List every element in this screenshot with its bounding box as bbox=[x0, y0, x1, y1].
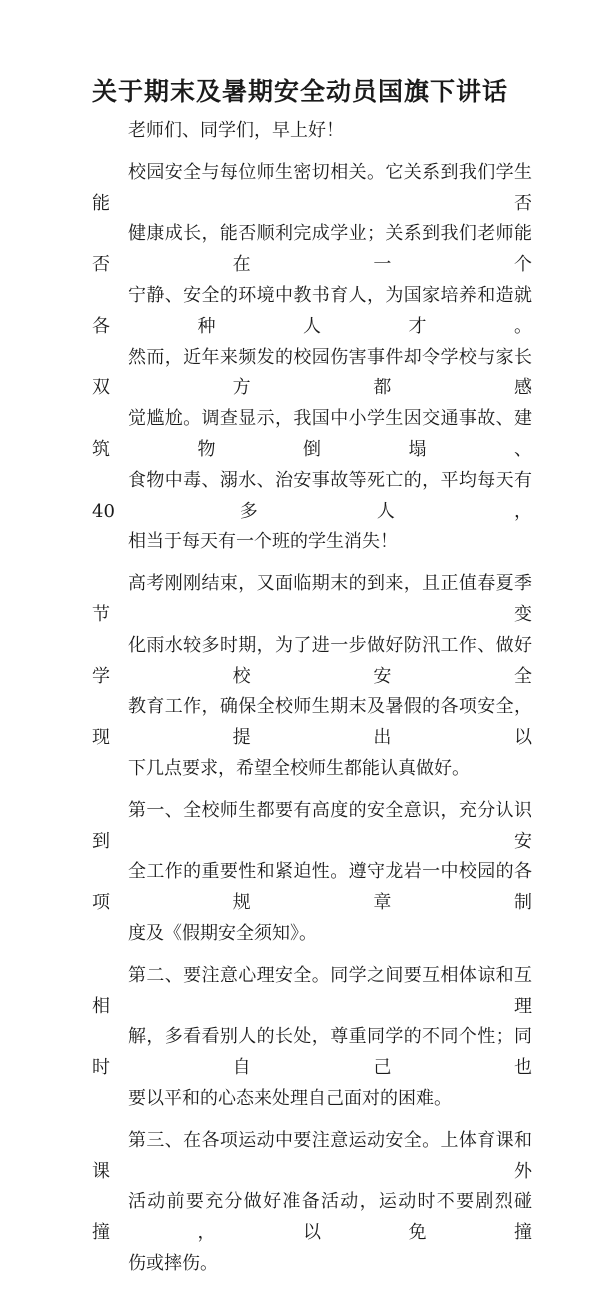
paragraph-greeting bbox=[92, 116, 532, 147]
paragraph-exam-period bbox=[92, 569, 532, 785]
paragraph-line: 然而，近年来频发的校园伤害事件却令学校与家长双方都感 bbox=[92, 346, 532, 399]
paragraph-line: 健康成长，能否顺利完成学业；关系到我们老师能否在一个 bbox=[92, 223, 532, 276]
paragraph-line: 全工作的重要性和紧迫性。遵守龙岩一中校园的各项规章制 bbox=[92, 861, 532, 914]
paragraph-line: 度及《假期安全须知》。 bbox=[128, 922, 317, 944]
speech-body bbox=[92, 116, 532, 1291]
paragraph-line: 活动前要充分做好准备活动，运动时不要剧烈碰撞，以免撞 bbox=[92, 1191, 532, 1244]
paragraph-line: 第一、全校师生都要有高度的安全意识，充分认识到安 bbox=[92, 799, 532, 852]
paragraph-line: 第二、要注意心理安全。同学之间要互相体谅和互相理 bbox=[92, 964, 532, 1017]
paragraph-line: 觉尴尬。调查显示，我国中小学生因交通事故、建筑物倒塌、 bbox=[92, 408, 532, 460]
paragraph-line: 老师们、同学们，早上好！ bbox=[128, 120, 344, 141]
paragraph-line: 化雨水较多时期，为了进一步做好防汛工作、做好学校安全 bbox=[92, 634, 532, 687]
paragraph-line: 宁静、安全的环境中教书育人，为国家培养和造就各种人才。 bbox=[92, 284, 532, 337]
paragraph-campus-safety bbox=[92, 158, 532, 558]
speech-title: 关于期末及暑期安全动员国旗下讲话 bbox=[91, 77, 508, 106]
paragraph-line: 解，多看看别人的长处，尊重同学的不同个性；同时自己也 bbox=[92, 1026, 532, 1079]
paragraph-line: 下几点要求，希望全校师生都能认真做好。 bbox=[128, 757, 470, 779]
paragraph-line: 第三、在各项运动中要注意运动安全。上体育课和课外 bbox=[92, 1129, 532, 1182]
paragraph-point-three bbox=[92, 1126, 532, 1280]
paragraph-line: 伤或摔伤。 bbox=[128, 1252, 218, 1274]
paragraph-line: 要以平和的心态来处理自己面对的困难。 bbox=[128, 1087, 452, 1109]
paragraph-line: 相当于每天有一个班的学生消失！ bbox=[128, 531, 398, 553]
paragraph-point-two bbox=[92, 961, 532, 1115]
paragraph-line: 高考刚刚结束，又面临期末的到来，且正值春夏季节变 bbox=[92, 573, 532, 625]
paragraph-line: 食物中毒、溺水、治安事故等死亡的，平均每天有 40 多人， bbox=[92, 469, 532, 522]
paragraph-point-one bbox=[92, 796, 532, 950]
paragraph-line: 校园安全与每位师生密切相关。它关系到我们学生能否 bbox=[92, 161, 532, 214]
paragraph-line: 教育工作，确保全校师生期末及暑假的各项安全，现提出以 bbox=[92, 696, 532, 749]
